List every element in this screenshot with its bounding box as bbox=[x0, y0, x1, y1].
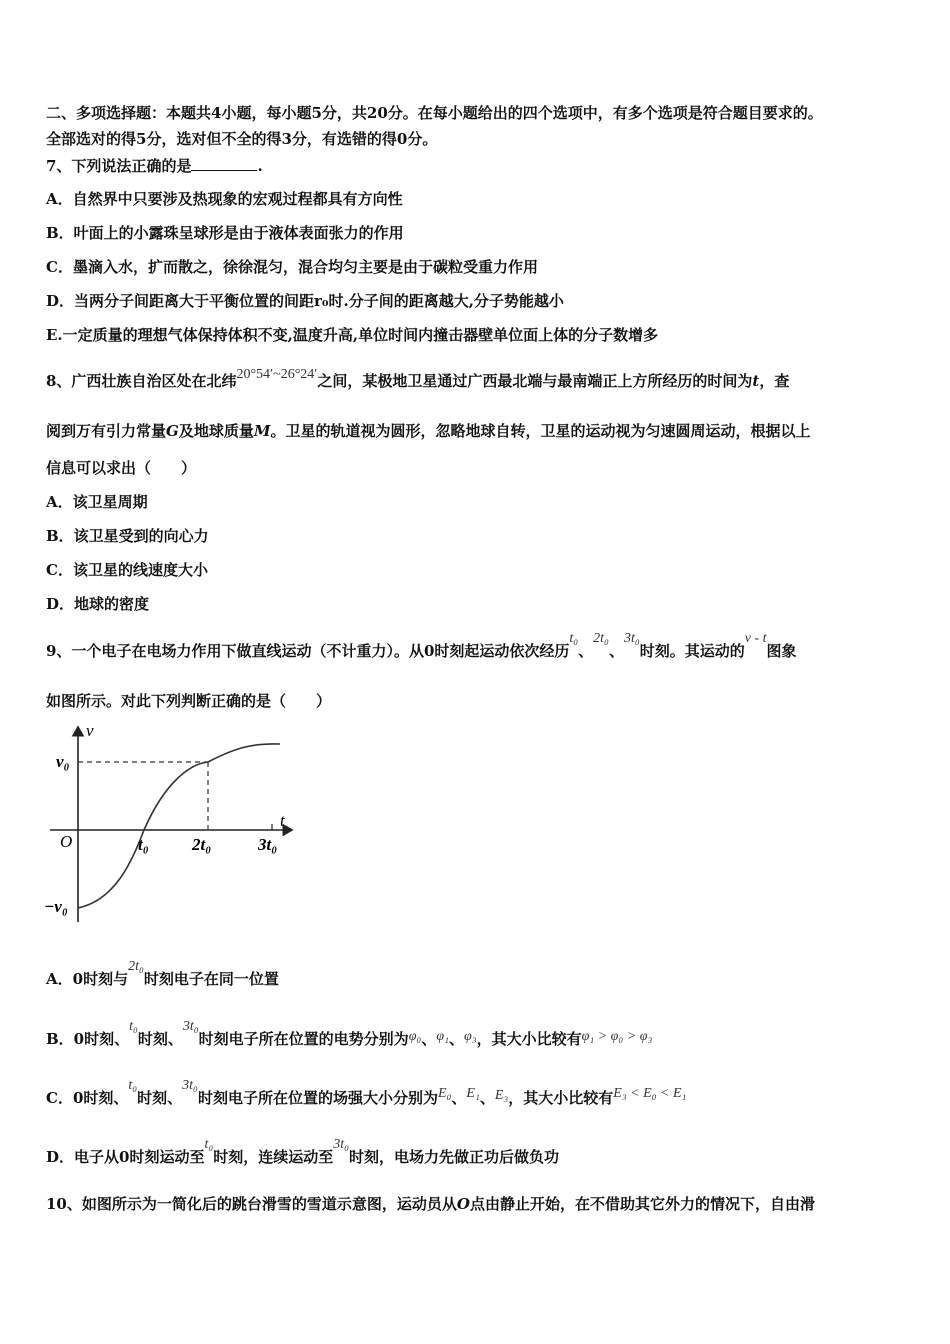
q9-stem-line-2: 如图所示。对此下列判断正确的是（ ） bbox=[46, 692, 332, 710]
graph-tick-label-2t0: 2t₀ bbox=[192, 835, 212, 854]
q9-option-b-sep-2: 、 bbox=[448, 1030, 464, 1048]
q9-stem-b: 时刻。其运动的 bbox=[639, 642, 745, 660]
q9-option-b-relation: φ₁ > φ₀ > φ₃ bbox=[581, 1029, 653, 1044]
q9-option-c-relation: E₃ < E₀ < E₁ bbox=[613, 1086, 687, 1101]
q9-3t0: 3t₀ bbox=[623, 631, 640, 646]
q9-option-c-t0: t₀ bbox=[128, 1078, 138, 1093]
q9-stem-a: 9、一个电子在电场力作用下做直线运动（不计重力）。从0时刻起运动依次经历 bbox=[46, 642, 570, 660]
q8-stem-line-3: 信息可以求出（ ） bbox=[46, 459, 197, 477]
q9-option-c-text-4: ，其大小比较有 bbox=[508, 1089, 614, 1107]
q8-stem-b: 之间，某极地卫星通过广西最北端与最南端正上方所经历的时间为 bbox=[317, 372, 753, 390]
q9-option-d bbox=[46, 1137, 560, 1167]
q7-option-e: E.一定质量的理想气体保持体积不变,温度升高,单位时间内撞击器壁单位面上体的分子数增多 bbox=[46, 326, 659, 344]
q9-option-a bbox=[46, 959, 279, 989]
q9-option-c-sep-1: 、 bbox=[451, 1089, 467, 1107]
q8-stem-line-1 bbox=[46, 367, 790, 391]
vt-curve bbox=[78, 744, 280, 908]
graph-label-origin: O bbox=[60, 832, 73, 851]
q7-option-b: B．叶面上的小露珠呈球形是由于液体表面张力的作用 bbox=[46, 224, 404, 242]
q9-option-c-sep-2: 、 bbox=[479, 1089, 495, 1107]
q9-option-c-e0: E₀ bbox=[437, 1086, 452, 1101]
q8-stem-c: ，查 bbox=[759, 372, 790, 390]
q9-option-b-phi0: φ₀ bbox=[408, 1029, 422, 1044]
graph-label-neg-v0: −v₀ bbox=[44, 897, 68, 916]
q8-line2-a: 阅到万有引力常量 bbox=[46, 422, 167, 440]
q8-stem-a: 8、广西壮族自治区处在北纬 bbox=[46, 372, 237, 390]
q9-option-c-text-1: C．0时刻、 bbox=[46, 1089, 129, 1107]
q7-stem-end: . bbox=[257, 157, 263, 175]
q10-stem-b: 点由静止开始，在不借助其它外力的情况下，自由滑 bbox=[469, 1195, 815, 1213]
q8-line2-c: 。卫星的轨道视为圆形，忽略地球自转，卫星的运动视为匀速圆周运动，根据以上 bbox=[270, 422, 811, 440]
vt-graph bbox=[40, 722, 300, 928]
graph-tick-label-t0: t₀ bbox=[138, 835, 149, 854]
q10-stem-a: 10、如图所示为一简化后的跳台滑雪的雪道示意图，运动员从 bbox=[46, 1195, 457, 1213]
q9-option-d-t0: t₀ bbox=[204, 1137, 214, 1152]
q9-option-c-e1: E₁ bbox=[466, 1086, 480, 1101]
q8-var-G: G bbox=[166, 422, 179, 440]
q9-option-b-phi3: φ₃ bbox=[463, 1029, 477, 1044]
q7-answer-blank bbox=[191, 157, 257, 171]
q8-var-M: M bbox=[253, 422, 271, 440]
q9-option-d-text-2: 时刻，连续运动至 bbox=[213, 1148, 334, 1166]
q9-option-a-text-2: 时刻电子在同一位置 bbox=[143, 970, 279, 988]
q9-option-c-3t0: 3t₀ bbox=[182, 1078, 198, 1093]
q9-option-d-text-3: 时刻，电场力先做正功后做负功 bbox=[349, 1148, 560, 1166]
q9-option-b bbox=[46, 1019, 653, 1049]
q7-option-a: A．自然界中只要涉及热现象的宏观过程都具有方向性 bbox=[46, 190, 403, 208]
q9-option-d-text-1: D．电子从0时刻运动至 bbox=[46, 1148, 205, 1166]
q9-option-b-text-1: B．0时刻、 bbox=[46, 1030, 130, 1048]
q8-option-b: B．该卫星受到的向心力 bbox=[46, 527, 209, 545]
q9-option-c-e3: E₃ bbox=[494, 1088, 509, 1103]
q10-var-O: O bbox=[456, 1195, 470, 1213]
q7-stem-text: 7、下列说法正确的是 bbox=[46, 157, 192, 175]
q8-option-d: D．地球的密度 bbox=[46, 595, 150, 613]
graph-label-v: v bbox=[86, 722, 94, 740]
q9-stem-c: 图象 bbox=[766, 642, 797, 660]
q9-option-c-text-2: 时刻、 bbox=[137, 1089, 183, 1107]
q9-sep-2: 、 bbox=[608, 642, 624, 660]
q9-t0: t₀ bbox=[569, 631, 579, 646]
q8-stem-line-2 bbox=[46, 420, 810, 441]
q8-line2-b: 及地球质量 bbox=[178, 422, 254, 440]
q9-sep-1: 、 bbox=[578, 642, 594, 660]
q7-option-d: D．当两分子间距离大于平衡位置的间距r₀时.分子间的距离越大,分子势能越小 bbox=[46, 292, 564, 310]
q9-option-c bbox=[46, 1078, 687, 1108]
q9-option-b-t0: t₀ bbox=[129, 1019, 138, 1034]
q8-option-c: C．该卫星的线速度大小 bbox=[46, 561, 208, 579]
q9-option-b-3t0: 3t₀ bbox=[182, 1019, 199, 1034]
graph-label-v0: v₀ bbox=[56, 752, 70, 771]
q7-option-c: C．墨滴入水，扩而散之，徐徐混匀，混合均匀主要是由于碳粒受重力作用 bbox=[46, 258, 538, 276]
q9-option-b-phi1: φ₁ bbox=[436, 1029, 449, 1044]
q9-vt: v - t bbox=[744, 631, 767, 646]
graph-label-t: t bbox=[280, 811, 285, 830]
q8-option-a: A．该卫星周期 bbox=[46, 493, 148, 511]
q9-option-d-3t0: 3t₀ bbox=[333, 1137, 349, 1152]
q9-option-c-text-3: 时刻电子所在位置的场强大小分别为 bbox=[197, 1089, 438, 1107]
section-heading-line-2: 全部选对的得5分，选对但不全的得3分，有选错的得0分。 bbox=[46, 130, 438, 148]
q9-option-a-text-1: A．0时刻与 bbox=[46, 970, 129, 988]
q7-stem bbox=[46, 155, 263, 176]
section-heading-line-1: 二、多项选择题：本题共4小题，每小题5分，共20分。在每小题给出的四个选项中，有多个选项是符合题目要求的。 bbox=[46, 104, 823, 122]
q9-option-a-math: 2t₀ bbox=[128, 959, 144, 974]
q9-option-b-text-3: 时刻电子所在位置的电势分别为 bbox=[198, 1030, 409, 1048]
graph-tick-label-3t0: 3t₀ bbox=[258, 835, 278, 854]
q9-stem-line-1 bbox=[46, 631, 797, 661]
q9-option-b-sep-1: 、 bbox=[421, 1030, 437, 1048]
q9-option-b-text-2: 时刻、 bbox=[137, 1030, 183, 1048]
q8-var-t: t bbox=[752, 372, 760, 390]
q10-stem bbox=[46, 1193, 815, 1214]
q8-latitude: 20°54′~26°24′ bbox=[236, 367, 318, 382]
q9-option-b-text-4: ，其大小比较有 bbox=[476, 1030, 582, 1048]
q9-2t0: 2t₀ bbox=[593, 631, 609, 646]
